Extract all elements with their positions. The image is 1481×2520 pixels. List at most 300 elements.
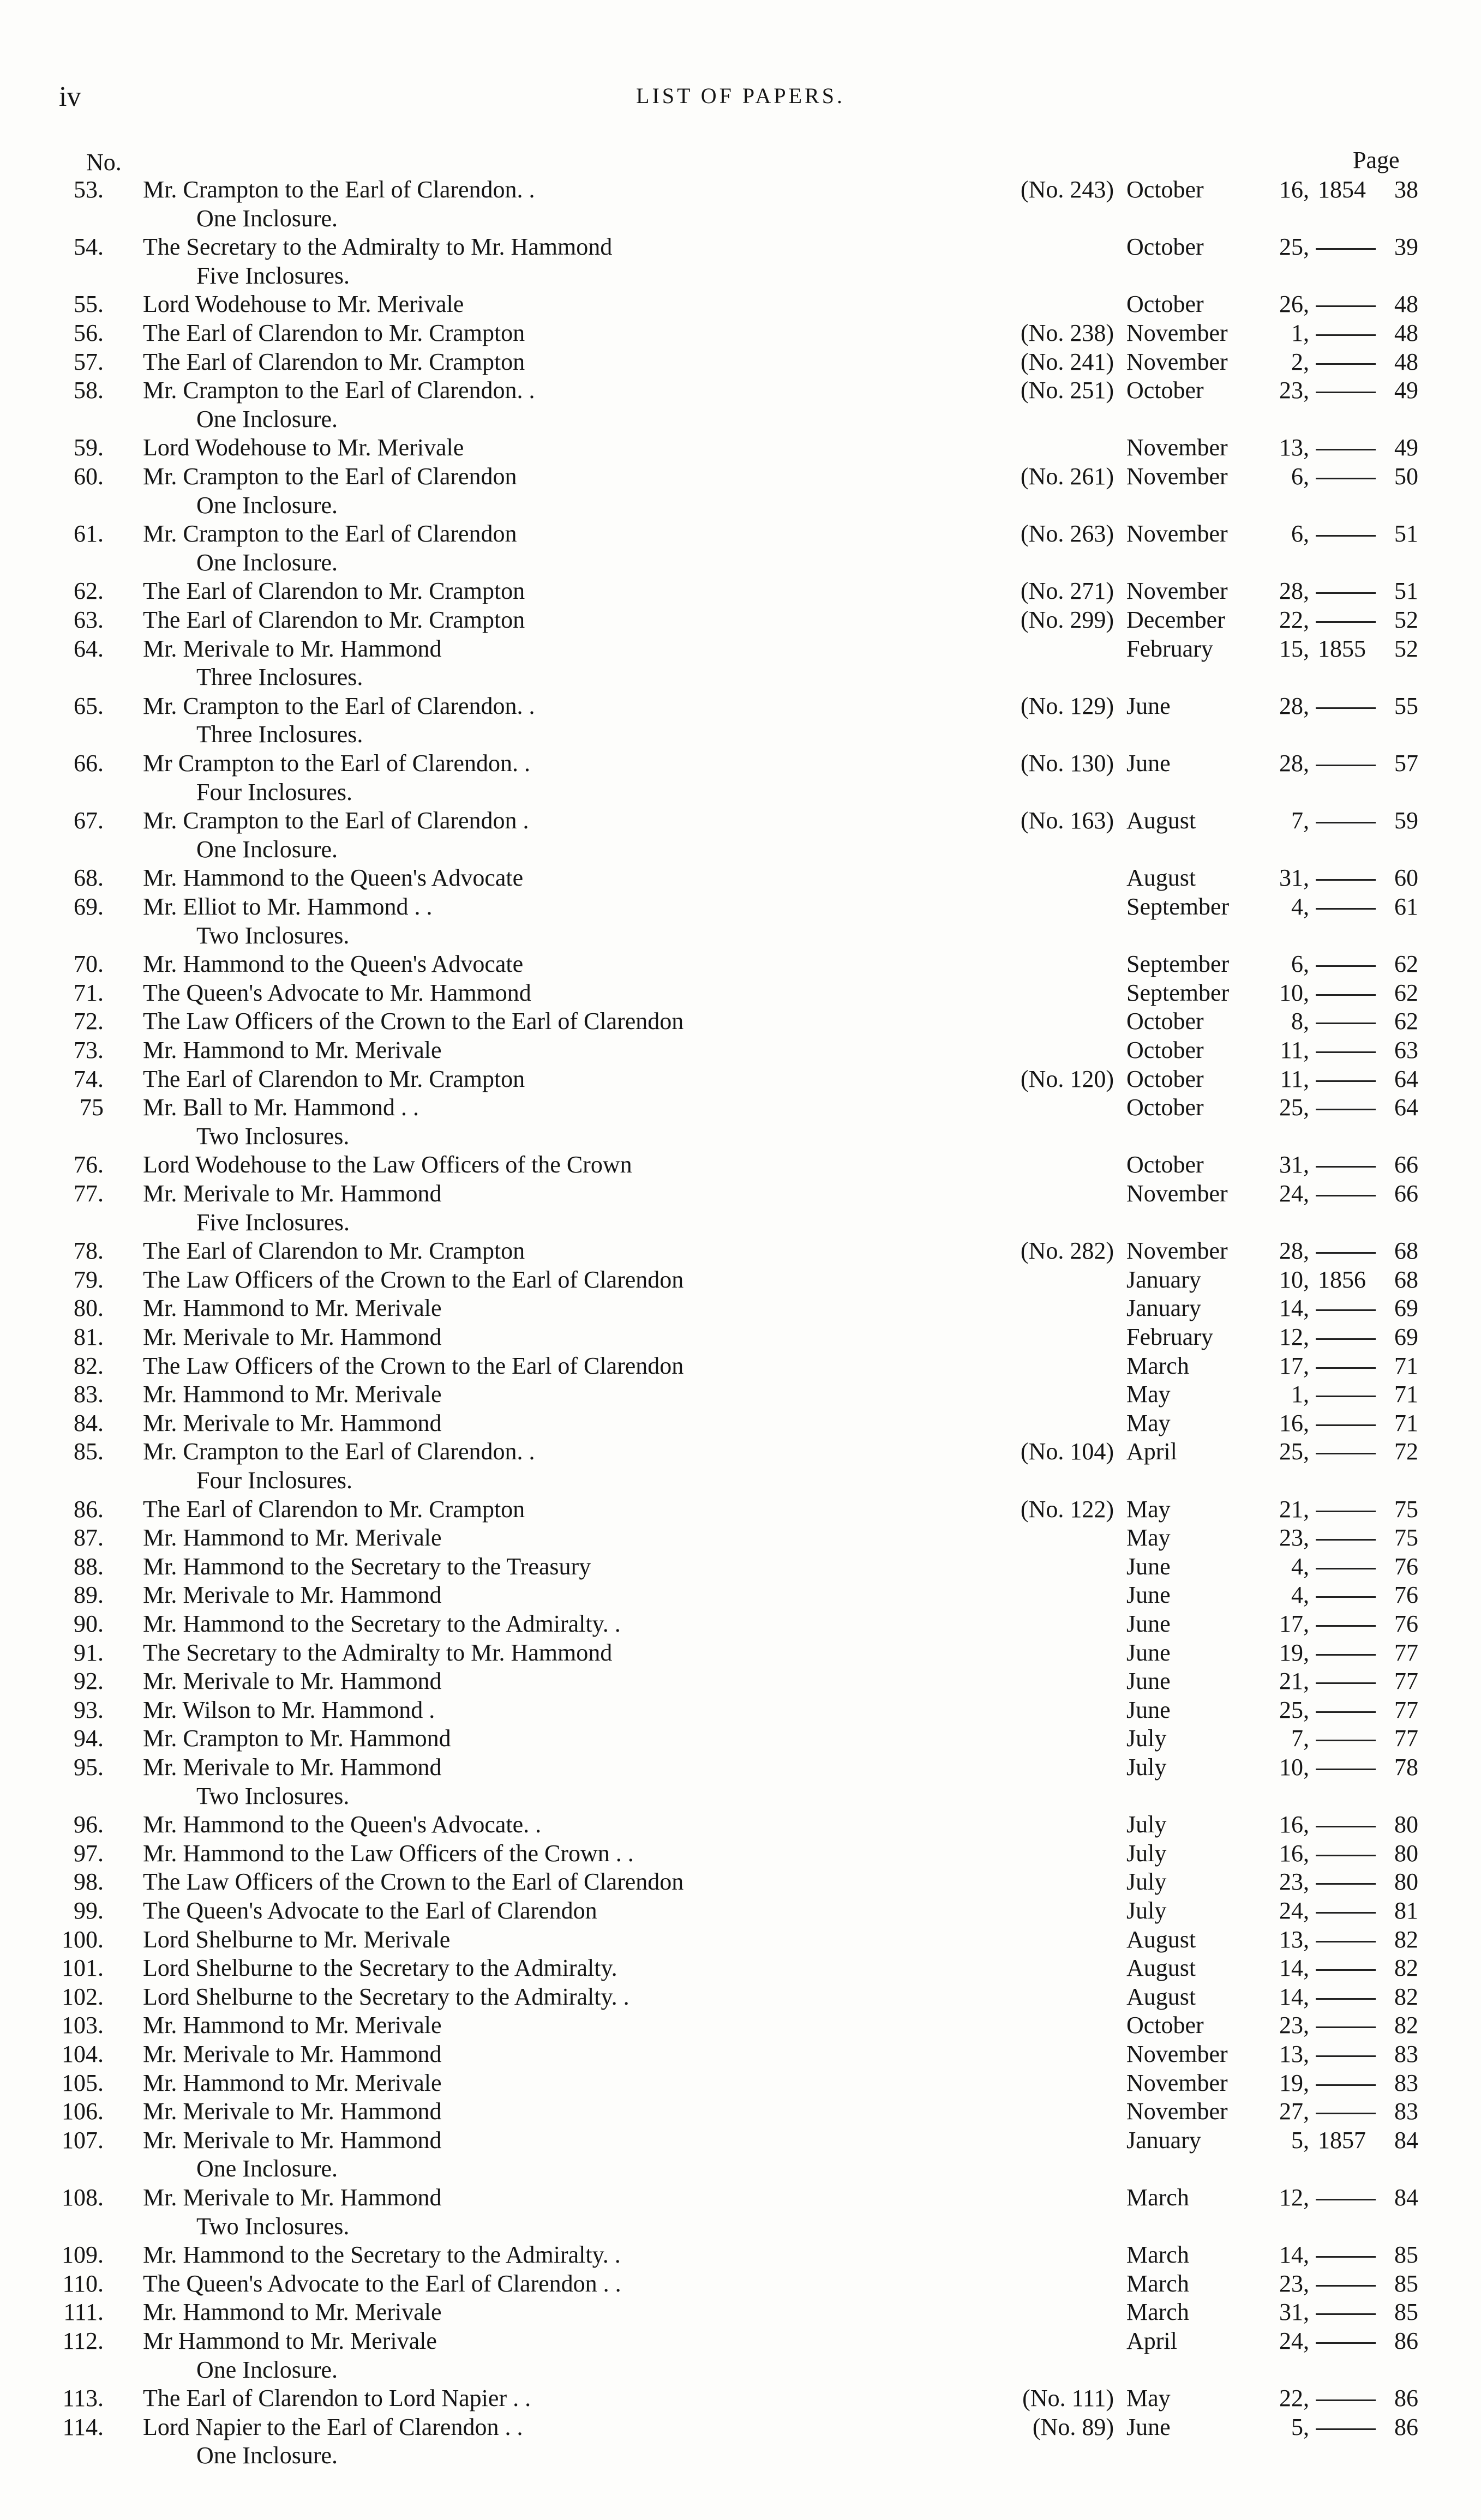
- entry-month: June: [1126, 1668, 1171, 1694]
- entry-month: June: [1126, 1581, 1171, 1608]
- entry-number: 68.: [74, 864, 104, 891]
- entry-day: 5,: [1291, 2414, 1309, 2440]
- entry-day: 13,: [1279, 1926, 1309, 1953]
- list-item: [0, 1352, 1481, 1380]
- entry-number: 103.: [62, 2012, 104, 2038]
- entry-number: 81.: [74, 1324, 104, 1350]
- entry-month: May: [1126, 1381, 1171, 1408]
- list-item: [0, 893, 1481, 921]
- entry-day: 24,: [1279, 1180, 1309, 1207]
- entry-day: 5,: [1291, 2127, 1309, 2154]
- entry-month: June: [1126, 1639, 1171, 1666]
- column-header-no: No.: [86, 149, 122, 176]
- entry-number: 89.: [74, 1581, 104, 1608]
- entry-month: April: [1126, 1438, 1177, 1465]
- entry-day: 17,: [1279, 1610, 1309, 1637]
- entry-number: 110.: [62, 2270, 104, 2297]
- inclosure-text: Two Inclosures.: [196, 2213, 350, 2240]
- entry-month: November: [1126, 1180, 1228, 1207]
- entry-page: 86: [1394, 2414, 1418, 2440]
- inclosure-text: Two Inclosures.: [196, 1783, 350, 1809]
- entry-number: 105.: [62, 2070, 104, 2096]
- entry-month: November: [1126, 320, 1228, 346]
- entry-page: 82: [1394, 1954, 1418, 1981]
- entry-number: 72.: [74, 1008, 104, 1035]
- entry-title: Mr. Hammond to the Secretary to the Treasury: [143, 1553, 591, 1580]
- entry-day: 11,: [1280, 1037, 1309, 1063]
- entry-number: 66.: [74, 750, 104, 777]
- list-item: [0, 2040, 1481, 2068]
- entry-month: November: [1126, 2070, 1228, 2096]
- entry-day: 25,: [1279, 1438, 1309, 1465]
- entry-number: 79.: [74, 1266, 104, 1293]
- entry-page: 85: [1394, 2270, 1418, 2297]
- entry-page: 55: [1394, 693, 1418, 719]
- entry-month: November: [1126, 434, 1228, 461]
- list-item: [0, 749, 1481, 778]
- list-item: [0, 1266, 1481, 1294]
- inclosure-text: One Inclosure.: [196, 205, 338, 232]
- entry-number: 108.: [62, 2184, 104, 2211]
- entry-day: 14,: [1279, 2241, 1309, 2268]
- entry-month: September: [1126, 893, 1230, 920]
- entry-title: The Law Officers of the Crown to the Earl of Clarendon: [143, 1352, 684, 1379]
- list-item: [0, 2384, 1481, 2413]
- entry-number: 77.: [74, 1180, 104, 1207]
- entry-title: Mr. Hammond to Mr. Merivale: [143, 1524, 442, 1551]
- entry-month: June: [1126, 1697, 1171, 1723]
- entry-reference: (No. 238): [1020, 320, 1114, 346]
- entry-reference: (No. 299): [1020, 606, 1114, 633]
- entry-number: 70.: [74, 951, 104, 977]
- entry-day: 28,: [1279, 578, 1309, 604]
- list-item: [0, 1753, 1481, 1782]
- entry-title: Mr. Crampton to the Earl of Clarendon. .: [143, 377, 535, 404]
- list-item: [0, 1868, 1481, 1896]
- entry-page: 51: [1394, 578, 1418, 604]
- list-item: [0, 2327, 1481, 2355]
- entry-month: February: [1126, 1324, 1213, 1350]
- entry-reference: (No. 120): [1020, 1066, 1114, 1092]
- list-item: [0, 1897, 1481, 1925]
- list-item: [0, 2270, 1481, 2298]
- inclosure-note: [0, 922, 1481, 950]
- entry-number: 87.: [74, 1524, 104, 1551]
- entry-page: 64: [1394, 1066, 1418, 1092]
- entry-title: The Earl of Clarendon to Mr. Crampton: [143, 1237, 525, 1264]
- entry-month: May: [1126, 2385, 1171, 2411]
- page-number: iv: [59, 81, 81, 112]
- entry-number: 82.: [74, 1352, 104, 1379]
- list-item: [0, 1954, 1481, 1982]
- entry-number: 55.: [74, 291, 104, 317]
- inclosure-note: [0, 1208, 1481, 1237]
- inclosure-note: [0, 549, 1481, 577]
- entry-number: 61.: [74, 520, 104, 547]
- inclosure-note: [0, 1122, 1481, 1151]
- list-item: [0, 635, 1481, 663]
- entry-number: 114.: [62, 2414, 104, 2440]
- entry-day: 22,: [1279, 606, 1309, 633]
- entry-reference: (No. 111): [1022, 2385, 1114, 2411]
- list-item: [0, 1065, 1481, 1093]
- entry-title: Mr. Merivale to Mr. Hammond: [143, 1180, 442, 1207]
- entry-title: The Law Officers of the Crown to the Earl of Clarendon: [143, 1266, 684, 1293]
- entry-title: Mr. Crampton to the Earl of Clarendon. .: [143, 176, 535, 203]
- entry-title: Mr. Crampton to the Earl of Clarendon: [143, 520, 517, 547]
- entry-title: Mr. Merivale to Mr. Hammond: [143, 1754, 442, 1781]
- entry-day: 27,: [1279, 2098, 1309, 2125]
- entry-month: October: [1126, 1151, 1204, 1178]
- entry-number: 86.: [74, 1496, 104, 1523]
- inclosure-note: [0, 663, 1481, 691]
- entry-day: 24,: [1279, 1897, 1309, 1924]
- list-item: [0, 577, 1481, 605]
- list-item: [0, 2069, 1481, 2097]
- entry-day: 31,: [1279, 864, 1309, 891]
- entry-title: Mr. Merivale to Mr. Hammond: [143, 1668, 442, 1694]
- inclosure-note: [0, 262, 1481, 290]
- entry-title: The Earl of Clarendon to Mr. Crampton: [143, 1066, 525, 1092]
- entry-page: 72: [1394, 1438, 1418, 1465]
- list-item: [0, 520, 1481, 548]
- entry-number: 62.: [74, 578, 104, 604]
- entry-title: Mr. Hammond to Mr. Merivale: [143, 2299, 442, 2325]
- entry-day: 1,: [1291, 320, 1309, 346]
- entry-page: 59: [1394, 807, 1418, 834]
- entry-day: 4,: [1291, 893, 1309, 920]
- entry-month: December: [1126, 606, 1225, 633]
- entry-month: June: [1126, 750, 1171, 777]
- entry-page: 50: [1394, 463, 1418, 490]
- entry-title: The Secretary to the Admiralty to Mr. Hammond: [143, 1639, 613, 1666]
- entry-page: 66: [1394, 1151, 1418, 1178]
- entry-page: 60: [1394, 864, 1418, 891]
- list-item: [0, 807, 1481, 835]
- list-item: [0, 1438, 1481, 1466]
- entry-reference: (No. 282): [1020, 1237, 1114, 1264]
- entry-number: 94.: [74, 1725, 104, 1752]
- entry-title: Mr. Hammond to the Queen's Advocate: [143, 864, 524, 891]
- entry-day: 14,: [1279, 1983, 1309, 2010]
- entry-page: 51: [1394, 520, 1418, 547]
- entry-title: Lord Shelburne to the Secretary to the Admiralty.: [143, 1954, 617, 1981]
- entry-page: 64: [1394, 1094, 1418, 1121]
- entry-day: 7,: [1291, 807, 1309, 834]
- entry-title: Mr. Crampton to Mr. Hammond: [143, 1725, 451, 1752]
- entry-number: 112.: [62, 2327, 104, 2354]
- list-item: [0, 1811, 1481, 1839]
- entry-month: August: [1126, 1983, 1196, 2010]
- entry-title: Mr. Hammond to the Secretary to the Admiralty. .: [143, 2241, 621, 2268]
- entry-number: 104.: [62, 2041, 104, 2067]
- entry-number: 75: [80, 1094, 104, 1121]
- entry-month: March: [1126, 2299, 1189, 2325]
- entry-month: June: [1126, 693, 1171, 719]
- inclosure-text: One Inclosure.: [196, 2356, 338, 2383]
- entry-number: 106.: [62, 2098, 104, 2125]
- entry-number: 56.: [74, 320, 104, 346]
- entry-day: 12,: [1279, 2184, 1309, 2211]
- inclosure-text: Two Inclosures.: [196, 1123, 350, 1150]
- entry-month: October: [1126, 1037, 1204, 1063]
- entry-month: April: [1126, 2327, 1177, 2354]
- entry-month: October: [1126, 2012, 1204, 2038]
- entry-month: July: [1126, 1811, 1167, 1838]
- entry-month: November: [1126, 1237, 1228, 1264]
- entry-day: 28,: [1279, 693, 1309, 719]
- entry-number: 60.: [74, 463, 104, 490]
- entry-month: July: [1126, 1897, 1167, 1924]
- entry-page: 81: [1394, 1897, 1418, 1924]
- entry-month: September: [1126, 979, 1230, 1006]
- list-item: [0, 1323, 1481, 1351]
- entry-title: The Queen's Advocate to the Earl of Clarendon: [143, 1897, 597, 1924]
- list-item: [0, 2413, 1481, 2441]
- entry-number: 83.: [74, 1381, 104, 1408]
- entry-number: 93.: [74, 1697, 104, 1723]
- entry-day: 10,: [1279, 1754, 1309, 1781]
- entry-page: 68: [1394, 1237, 1418, 1264]
- inclosure-note: [0, 2441, 1481, 2470]
- entry-month: January: [1126, 1266, 1201, 1293]
- list-item: [0, 462, 1481, 491]
- entry-month: March: [1126, 1352, 1189, 1379]
- entry-title: The Queen's Advocate to Mr. Hammond: [143, 979, 531, 1006]
- entry-number: 97.: [74, 1840, 104, 1867]
- entry-day: 13,: [1279, 2041, 1309, 2067]
- entry-page: 71: [1394, 1352, 1418, 1379]
- entry-page: 62: [1394, 951, 1418, 977]
- entry-day: 10,: [1279, 1266, 1309, 1293]
- entry-page: 57: [1394, 750, 1418, 777]
- entry-day: 8,: [1291, 1008, 1309, 1035]
- list-item: [0, 979, 1481, 1007]
- entry-page: 69: [1394, 1324, 1418, 1350]
- inclosure-text: Five Inclosures.: [196, 1209, 350, 1236]
- entry-month: November: [1126, 578, 1228, 604]
- entry-title: Mr. Crampton to the Earl of Clarendon: [143, 463, 517, 490]
- entry-number: 54.: [74, 233, 104, 260]
- entry-month: October: [1126, 176, 1204, 203]
- entry-month: October: [1126, 1066, 1204, 1092]
- entry-page: 82: [1394, 1983, 1418, 2010]
- entry-page: 52: [1394, 635, 1418, 662]
- entry-number: 74.: [74, 1066, 104, 1092]
- entry-title: Mr. Merivale to Mr. Hammond: [143, 1324, 442, 1350]
- entry-reference: (No. 122): [1020, 1496, 1114, 1523]
- entry-title: Mr. Elliot to Mr. Hammond . .: [143, 893, 433, 920]
- entry-page: 49: [1394, 434, 1418, 461]
- entry-number: 90.: [74, 1610, 104, 1637]
- entry-month: March: [1126, 2270, 1189, 2297]
- entry-page: 77: [1394, 1725, 1418, 1752]
- entry-page: 77: [1394, 1697, 1418, 1723]
- entry-number: 84.: [74, 1410, 104, 1436]
- entry-reference: (No. 263): [1020, 520, 1114, 547]
- list-item: [0, 1036, 1481, 1064]
- entry-month: June: [1126, 1610, 1171, 1637]
- entry-number: 109.: [62, 2241, 104, 2268]
- entry-title: Mr Crampton to the Earl of Clarendon. .: [143, 750, 530, 777]
- entry-title: The Earl of Clarendon to Mr. Crampton: [143, 1496, 525, 1523]
- entry-title: The Earl of Clarendon to Mr. Crampton: [143, 578, 525, 604]
- entry-month: November: [1126, 463, 1228, 490]
- entry-title: Mr. Hammond to the Queen's Advocate. .: [143, 1811, 542, 1838]
- list-item: [0, 176, 1481, 204]
- entry-day: 14,: [1279, 1954, 1309, 1981]
- entry-day: 26,: [1279, 291, 1309, 317]
- entry-day: 13,: [1279, 434, 1309, 461]
- entry-title: Mr. Merivale to Mr. Hammond: [143, 635, 442, 662]
- entry-month: June: [1126, 2414, 1171, 2440]
- list-item: [0, 1524, 1481, 1552]
- inclosure-text: One Inclosure.: [196, 836, 338, 863]
- list-item: [0, 1237, 1481, 1265]
- entry-page: 86: [1394, 2385, 1418, 2411]
- inclosure-text: Four Inclosures.: [196, 1467, 352, 1494]
- entry-title: Lord Wodehouse to Mr. Merivale: [143, 291, 464, 317]
- inclosure-text: One Inclosure.: [196, 2442, 338, 2469]
- entry-day: 16,: [1279, 176, 1309, 203]
- entry-title: Mr. Hammond to Mr. Merivale: [143, 1295, 442, 1321]
- entry-title: The Earl of Clarendon to Mr. Crampton: [143, 348, 525, 375]
- list-item: [0, 376, 1481, 405]
- entry-number: 69.: [74, 893, 104, 920]
- entry-day: 10,: [1279, 979, 1309, 1006]
- entry-reference: (No. 89): [1032, 2414, 1114, 2440]
- entry-day: 12,: [1279, 1324, 1309, 1350]
- entry-number: 78.: [74, 1237, 104, 1264]
- entry-page: 75: [1394, 1496, 1418, 1523]
- entry-page: 86: [1394, 2327, 1418, 2354]
- entry-number: 100.: [62, 1926, 104, 1953]
- entry-page: 84: [1394, 2127, 1418, 2154]
- inclosure-text: Three Inclosures.: [196, 664, 363, 690]
- inclosure-note: [0, 1782, 1481, 1811]
- entry-number: 53.: [74, 176, 104, 203]
- entry-number: 76.: [74, 1151, 104, 1178]
- entry-number: 92.: [74, 1668, 104, 1694]
- inclosure-note: [0, 405, 1481, 434]
- list-item: [0, 2126, 1481, 2155]
- entry-page: 62: [1394, 1008, 1418, 1035]
- entry-page: 49: [1394, 377, 1418, 404]
- inclosure-note: [0, 2356, 1481, 2384]
- list-item: [0, 2298, 1481, 2326]
- entry-day: 4,: [1291, 1581, 1309, 1608]
- column-header-page: Page: [1353, 147, 1400, 173]
- inclosure-note: [0, 2212, 1481, 2241]
- entry-month: May: [1126, 1496, 1171, 1523]
- entry-day: 22,: [1279, 2385, 1309, 2411]
- entry-number: 80.: [74, 1295, 104, 1321]
- entry-page: 48: [1394, 320, 1418, 346]
- entry-title: The Earl of Clarendon to Lord Napier . .: [143, 2385, 531, 2411]
- entry-page: 48: [1394, 348, 1418, 375]
- entry-number: 96.: [74, 1811, 104, 1838]
- entry-day: 25,: [1279, 1697, 1309, 1723]
- entry-month: June: [1126, 1553, 1171, 1580]
- entry-reference: (No. 241): [1020, 348, 1114, 375]
- entry-day: 23,: [1279, 2270, 1309, 2297]
- entry-reference: (No. 130): [1020, 750, 1114, 777]
- entry-title: Lord Napier to the Earl of Clarendon . .: [143, 2414, 523, 2440]
- entry-title: The Queen's Advocate to the Earl of Clarendon . .: [143, 2270, 621, 2297]
- entry-page: 75: [1394, 1524, 1418, 1551]
- inclosure-note: [0, 1466, 1481, 1495]
- entry-reference: (No. 251): [1020, 377, 1114, 404]
- entry-page: 48: [1394, 291, 1418, 317]
- entry-title: The Earl of Clarendon to Mr. Crampton: [143, 606, 525, 633]
- entry-day: 15,: [1279, 635, 1309, 662]
- entry-day: 16,: [1279, 1811, 1309, 1838]
- inclosure-text: One Inclosure.: [196, 406, 338, 432]
- entry-day: 19,: [1279, 2070, 1309, 2096]
- entry-title: The Law Officers of the Crown to the Earl of Clarendon: [143, 1868, 684, 1895]
- page-title: LIST OF PAPERS.: [636, 83, 845, 108]
- entry-year: 1857: [1318, 2127, 1366, 2154]
- list-item: [0, 692, 1481, 720]
- inclosure-note: [0, 205, 1481, 233]
- list-item: [0, 2097, 1481, 2126]
- list-item: [0, 290, 1481, 318]
- entry-number: 65.: [74, 693, 104, 719]
- list-item: [0, 1151, 1481, 1179]
- entry-month: July: [1126, 1725, 1167, 1752]
- entry-number: 64.: [74, 635, 104, 662]
- entry-number: 107.: [62, 2127, 104, 2154]
- entry-month: November: [1126, 2098, 1228, 2125]
- inclosure-note: [0, 491, 1481, 520]
- list-item: [0, 1553, 1481, 1581]
- entry-month: May: [1126, 1524, 1171, 1551]
- entry-day: 6,: [1291, 520, 1309, 547]
- entry-reference: (No. 163): [1020, 807, 1114, 834]
- entry-number: 101.: [62, 1954, 104, 1981]
- list-item: [0, 1380, 1481, 1409]
- entry-number: 111.: [63, 2299, 104, 2325]
- inclosure-text: Two Inclosures.: [196, 922, 350, 949]
- list-item: [0, 348, 1481, 376]
- entry-page: 80: [1394, 1840, 1418, 1867]
- entry-number: 113.: [62, 2385, 104, 2411]
- list-item: [0, 1667, 1481, 1695]
- list-item: [0, 1180, 1481, 1208]
- entry-page: 84: [1394, 2184, 1418, 2211]
- list-item: [0, 1724, 1481, 1753]
- entry-month: August: [1126, 864, 1196, 891]
- entry-number: 59.: [74, 434, 104, 461]
- entry-day: 14,: [1279, 1295, 1309, 1321]
- inclosure-text: Four Inclosures.: [196, 779, 352, 805]
- entry-page: 71: [1394, 1381, 1418, 1408]
- entry-page: 80: [1394, 1868, 1418, 1895]
- list-item: [0, 319, 1481, 347]
- list-item: [0, 1610, 1481, 1638]
- entry-page: 69: [1394, 1295, 1418, 1321]
- list-item: [0, 1294, 1481, 1322]
- list-item: [0, 1696, 1481, 1724]
- entry-title: Mr. Wilson to Mr. Hammond .: [143, 1697, 435, 1723]
- list-item: [0, 1983, 1481, 2011]
- entry-page: 38: [1394, 176, 1418, 203]
- entry-day: 25,: [1279, 233, 1309, 260]
- entry-title: Mr. Ball to Mr. Hammond . .: [143, 1094, 419, 1121]
- list-item: [0, 233, 1481, 261]
- entry-day: 31,: [1279, 2299, 1309, 2325]
- entry-number: 102.: [62, 1983, 104, 2010]
